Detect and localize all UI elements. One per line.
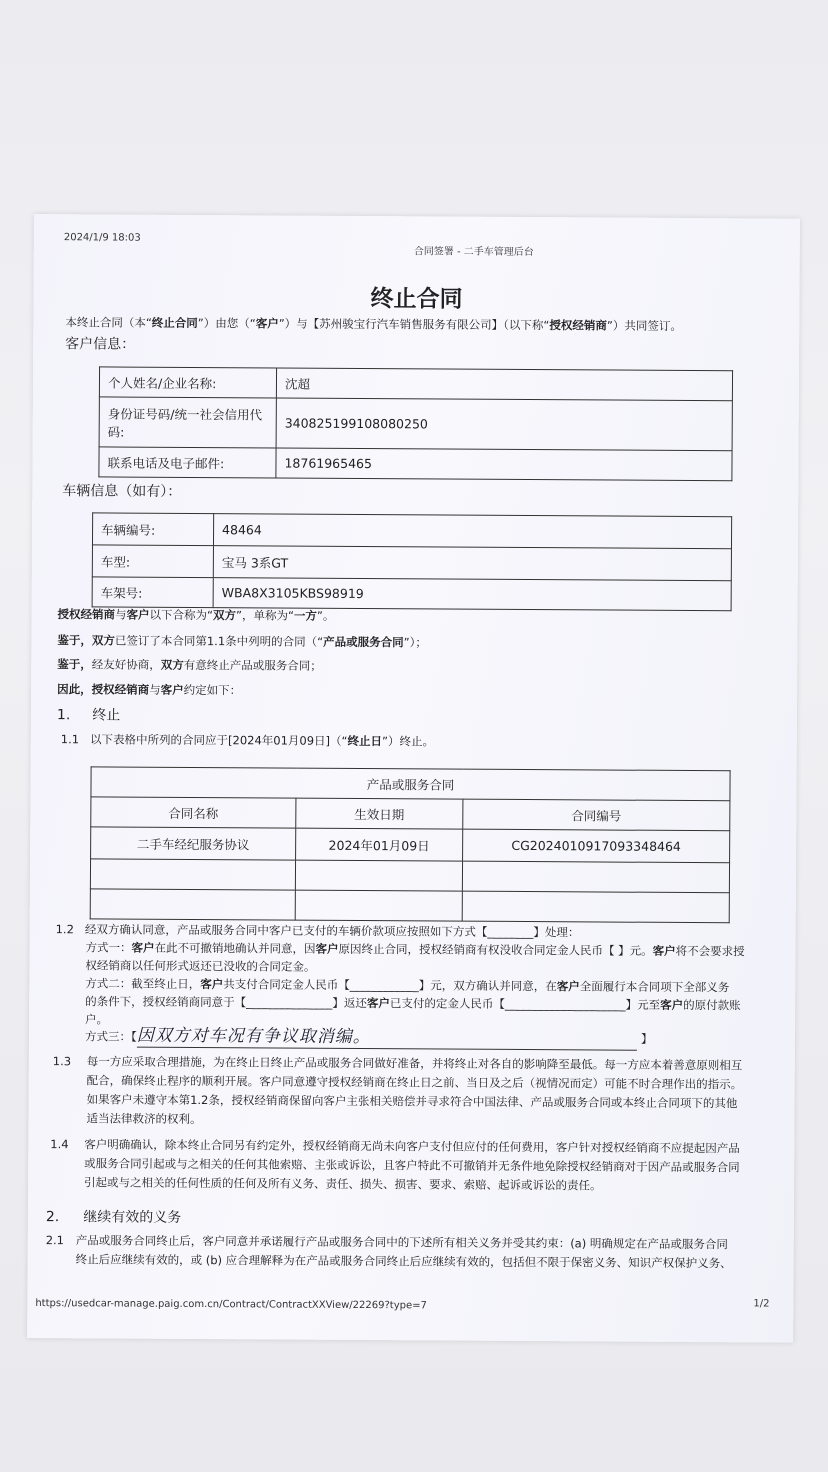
table-row-empty [90, 859, 729, 893]
clause-1-2-method2-cont: 的条件下，授权经销商同意于【_______________】返还客户已支付的定金人民币【_____________________】元至客户的原付款账 [85, 994, 741, 1013]
clause-1-3: 1.3 每一方应采取合理措施，为在终止日终止产品或服务合同做好准备，并将终止对各自的影响降至最低。每一方应本着善意原则相互 配合，确保终止程序的顺利开展。客户同意遵守授权经销商在终止日之前、当日及之后（视情况而定）可能不时合理作出的指示。 如果客户未遵守本第1.2条，授权经销商保留向客户主张相关赔偿并寻求符合中国法律、产品或服务合同或本终止合同项下的其他 适当法律救济的权利。 [52, 1054, 743, 1127]
section-1-heading: 1. 终止 [56, 707, 121, 724]
recital-3: 因此，授权经销商与客户约定如下： [57, 682, 242, 698]
clause-1-1: 1.1 以下表格中所列的合同应于[2024年01月09日]（“终止日”）终止。 [60, 732, 435, 749]
recital-1: 鉴于，双方已签订了本合同第1.1条中列明的合同（“产品或服务合同”）； [57, 633, 427, 650]
table-row-empty [90, 889, 729, 923]
clause-1-2-method1-cont: 权经销商以任何形式返还已没收的合同定金。 [85, 958, 316, 974]
vehicle-row-vin: 车架号: WBA8X3105KBS98919 [92, 577, 731, 611]
clause-1-2-method1: 方式一：客户在此不可撤销地确认并同意，因客户原因终止合同，授权经销商有权没收合同定金人民币【 】元。客户将不会要求授 [85, 940, 745, 959]
method3-close-bracket: 】 [640, 1031, 653, 1046]
contract-page [27, 214, 800, 1343]
clause-2-1: 2.1 产品或服务合同终止后，客户同意并承诺履行产品或服务合同中的下述所有相关义务并受其约束：(a) 明确规定在产品或服务合同 终止后应继续有效的，或 (b) 应合理解释为在产品或服务合同终止后应继续有效的，包括但不限于保密义务、知识产权保护义务、 [45, 1233, 732, 1271]
contract-table-caption-row: 产品或服务合同 [91, 767, 730, 801]
system-name: 合同签署 - 二手车管理后台 [413, 246, 534, 259]
vehicle-row-model: 车型: 宝马 3系GT [92, 545, 731, 581]
customer-row-contact: 联系电话及电子邮件: 18761965465 [99, 447, 732, 481]
customer-row-id: 身份证号码/统一社会信用代码: 340825199108080250 [99, 397, 732, 451]
print-datetime: 2024/1/9 18:03 [63, 232, 141, 244]
clause-1-4: 1.4 客户明确确认，除本终止合同另有约定外，授权经销商无尚未向客户支付但应付的任何费用，客户针对授权经销商不应提起因产品 或服务合同引起或与之相关的任何其他索赔、主张或诉讼，且客户特此不可撤销并无条件地免除授权经销商对于因产品或服务合同 引起或与之相关的任何性质的任何及所有义务、责任、损失、损害、要求、索赔、起诉或诉讼的责任。 [50, 1137, 740, 1193]
clause-1-2-line1: 1.2 经双方确认同意，产品或服务合同中客户已支付的车辆价款项应按照如下方式【________】处理： [55, 922, 580, 940]
section-2-heading: 2. 继续有效的义务 [45, 1209, 182, 1226]
clause-1-2-method2: 方式二：截至终止日，客户共支付合同定金人民币【____________】元，双方确认并同意，在客户全面履行本合同项下全部义务 [85, 976, 730, 995]
customer-row-name: 个人姓名/企业名称: 沈超 [99, 367, 732, 401]
vehicle-row-id: 车辆编号: 48464 [92, 513, 731, 549]
handwritten-reason: 因双方对车况有争议取消编。 [136, 1025, 371, 1048]
customer-info-table [98, 366, 733, 481]
clause-1-2-method3: 方式三：【因双方对车况有争议取消编。 [84, 1025, 371, 1048]
intro-paragraph: 本终止合同（本“终止合同”）由您（“客户”）与【苏州骏宝行汽车销售服务有限公司】（以下称“授权经销商”）共同签订。 [65, 315, 682, 333]
table-row: 二手车经纪服务协议 2024年01月09日 CG2024010917093348464 [91, 827, 730, 863]
page-number: 1/2 [753, 1298, 770, 1310]
parties-definition: 授权经销商与客户以下合称为“双方”，单称为“一方”。 [57, 607, 335, 623]
vehicle-info-table [92, 512, 733, 611]
vehicle-heading: 车辆信息（如有）： [62, 483, 182, 500]
footer-url: https://usedcar-manage.paig.com.cn/Contract/ContractXXView/22269?type=7 [35, 1298, 427, 1312]
contract-list-table [90, 766, 731, 923]
contract-table-header-row: 合同名称 生效日期 合同编号 [91, 797, 730, 831]
recital-2: 鉴于，经友好协商，双方有意终止产品或服务合同； [57, 657, 322, 673]
clause-1-2-method2-end: 户。 [85, 1012, 109, 1027]
customer-heading: 客户信息： [65, 336, 136, 353]
document-title: 终止合同 [370, 286, 463, 313]
